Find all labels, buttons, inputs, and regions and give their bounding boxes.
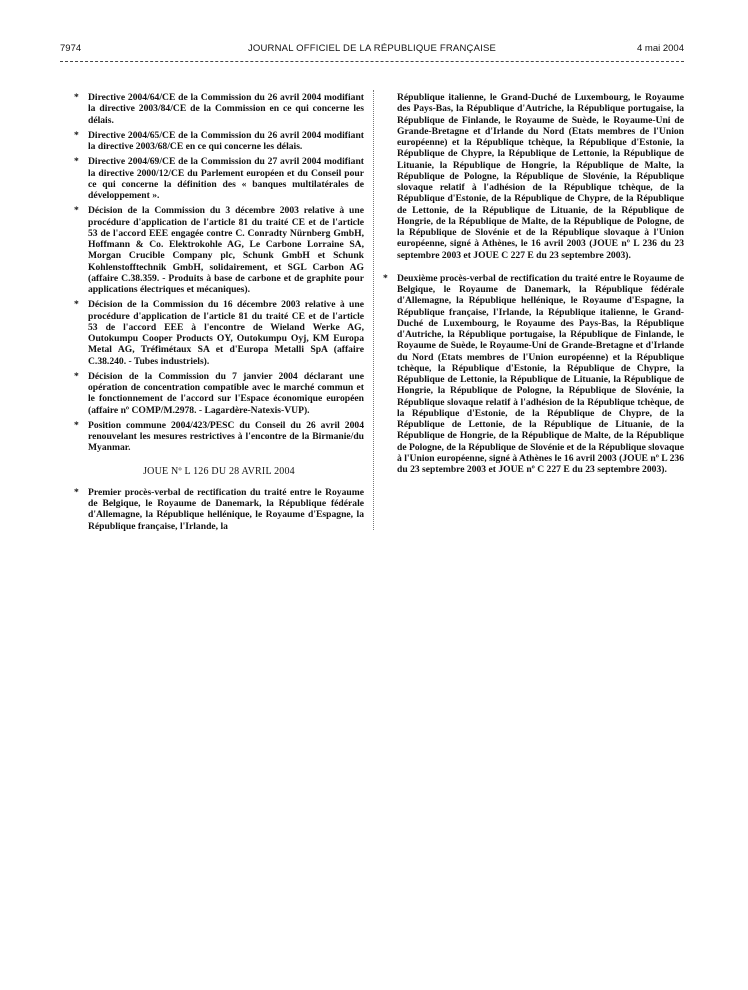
list-item [74,371,364,416]
entry-text: Premier procès-verbal de rectification du traité entre le Royaume de Belgique, le Royaume de Danemark, la République fédérale d'Allemagne, la République hellénique, le Royaume d'Espagne, la République française, l'Irlande, la [88,486,364,532]
list-item [74,156,364,201]
entry-text: Décision de la Commission du 16 décembre 2003 relative à une procédure d'application de l'article 81 du traité CE et de l'article 53 de l'accord EEE à l'encontre de Wieland Werke AG, Outokumpu Cooper Products OY, Outokumpu Oyj, KM Europa Metal AG, Tréfimétaux SA et d'Europa Metalli SpA (affaire C.38.240. - Tubes industriels). [88,299,364,367]
bullet-star: * [74,205,79,217]
list-item [74,92,364,126]
column-divider [373,90,374,530]
right-column [383,92,684,479]
bullet-star: * [383,272,388,284]
bullet-star: * [74,486,79,498]
bullet-star: * [74,129,79,141]
entry-text: Directive 2004/64/CE de la Commission du 26 avril 2004 modifiant la directive 2003/84/CE de la Commission en ce qui concerne les délais. [88,92,364,126]
bullet-star: * [74,419,79,431]
issue-heading: JOUE Nº L 126 DU 28 AVRIL 2004 [143,465,295,477]
list-item [74,487,364,532]
entry-text: Décision de la Commission du 3 décembre 2003 relative à une procédure d'application de l'article 81 du traité CE et de l'article 53 de l'accord EEE engagée contre C. Conradty Nürnberg GmbH, Hoffmann & Co. Elektrokohle AG, Le Carbone Lorraine SA, Morgan Crucible Company plc, Schunk GmbH et Schunk Kohlenstofftechnik GmbH, solidairement, et SGL Carbon AG (affaire C.38.359. - Produits à base de carbone et de graphite pour applications électriques et mécaniques). [88,205,364,295]
journal-title: JOURNAL OFFICIEL DE LA RÉPUBLIQUE FRANÇAISE [247,43,497,54]
bullet-star: * [74,92,79,103]
list-item [74,130,364,153]
left-column [74,92,364,536]
list-item [383,273,684,476]
issue-date: 4 mai 2004 [636,43,684,54]
entry-text: République italienne, le Grand-Duché de Luxembourg, le Royaume des Pays-Bas, la République d'Autriche, la République portugaise, la République de Finlande, le Royaume de Suède, le Royaume-Uni de Grande-Bretagne et d'Irlande du Nord (Etats membres de l'Union européenne) et la République tchèque, la République d'Estonie, la République de Chypre, la République de Lettonie, la République de Lituanie, la République de Hongrie, la République de Malte, la République de Pologne, la République de Slovénie, la République slovaque relatif à l'adhésion de la République tchèque, de la République d'Estonie, de la République de Chypre, de la République de Lettonie, de la République de Lituanie, de la République de Hongrie, de la République de Malte, de la République de Pologne, de la République de Slovénie et de la République slovaque à l'Union européenne, signé à Athènes, le 16 avril 2003 (JOUE nº L 236 du 23 septembre 2003 et JOUE C 227 E du 23 septembre 2003). [397,92,684,261]
header-divider [60,61,684,62]
list-item [74,205,364,295]
entry-text: Directive 2004/65/CE de la Commission du 26 avril 2004 modifiant la directive 2003/68/CE en ce qui concerne les délais. [88,129,364,152]
entry-text: Directive 2004/69/CE de la Commission du 27 avril 2004 modifiant la directive 2000/12/CE du Parlement européen et du Conseil pour ce qui concerne la définition des « banques multilatérales de développement ». [88,156,364,201]
page-number: 7974 [60,43,82,54]
list-item [74,299,364,367]
entry-text: Deuxième procès-verbal de rectification du traité entre le Royaume de Belgique, le Royaume de Danemark, la République fédérale d'Allemagne, la République hellénique, le Royaume d'Espagne, la République française, l'Irlande, la République italienne, le Grand-Duché de Luxembourg, le Royaume des Pays-Bas, la République d'Autriche, la République portugaise, la République de Finlande, le Royaume de Suède, le Royaume-Uni de Grande-Bretagne et d'Irlande du Nord (Etats membres de l'Union européenne) et la République tchèque, la République d'Estonie, la République de Chypre, la République de Lettonie, la République de Lituanie, la République de Hongrie, la République de Pologne, la République de Slovénie, la République slovaque relatif à l'adhésion de la République tchèque, de la République d'Estonie, de la République de Chypre, de la République de Lettonie, de la République de Lituanie, de la République de Hongrie, de la République de Malte, de la République de Pologne, de la République de Slovénie et de la République slovaque à l'Union européenne, signé à Athènes le 16 avril 2003 (JOUE nº L 236 du 23 septembre 2003 et JOUE nº C 227 E du 23 septembre 2003). [397,272,684,475]
page-header [60,43,684,57]
list-item [74,420,364,454]
bullet-star: * [74,156,79,168]
bullet-star: * [74,299,79,311]
entry-text: Position commune 2004/423/PESC du Conseil du 26 avril 2004 renouvelant les mesures restrictives à l'encontre de la Birmanie/du Myanmar. [88,419,364,454]
list-item-continuation [383,92,684,261]
entry-text: Décision de la Commission du 7 janvier 2004 déclarant une opération de concentration compatible avec le marché commun et le fonctionnement de l'accord sur l'Espace économique européen (affaire nº COMP/M.2978. - Lagardère-Natexis-VUP). [88,370,364,416]
bullet-star: * [74,370,79,382]
